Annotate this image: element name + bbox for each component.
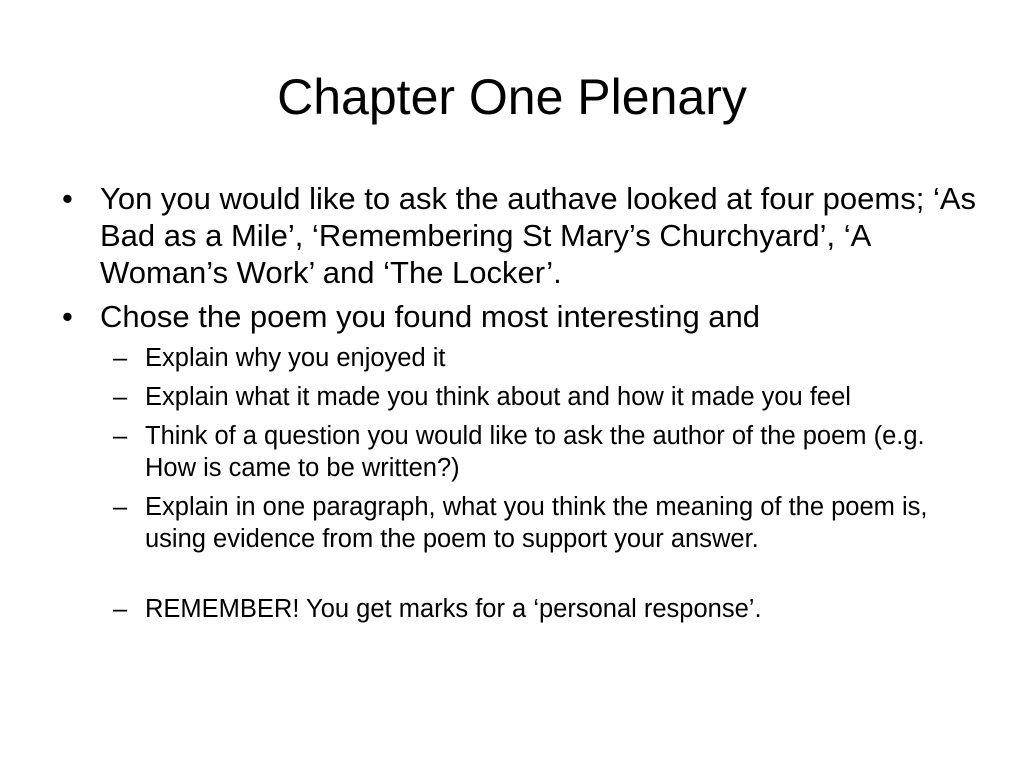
- sub-bullet-text: Explain what it made you think about and how it made you feel: [145, 383, 851, 411]
- dash-marker: –: [113, 344, 128, 372]
- dash-marker: –: [113, 493, 128, 521]
- bullet-text: Yon you would like to ask the authave looked at four poems; ‘As Bad as a Mile’, ‘Remembering St Mary’s Churchyard’, ‘A Woman’s Work’ and ‘The Locker’.: [100, 181, 977, 290]
- bullet-marker: •: [62, 181, 73, 216]
- bullet-item: [56, 180, 976, 291]
- sub-bullet-item: [56, 593, 976, 625]
- sub-bullet-item: [56, 342, 976, 374]
- slide-body: [56, 180, 976, 632]
- sub-bullet-text: Explain why you enjoyed it: [145, 344, 446, 372]
- bullet-marker: •: [62, 299, 73, 334]
- bullet-item: [56, 298, 976, 335]
- sub-bullet-item: [56, 420, 976, 484]
- slide-title: Chapter One Plenary: [277, 69, 747, 125]
- sub-bullet-text: Think of a question you would like to ask the author of the poem (e.g. How is came to be written?): [145, 422, 925, 482]
- dash-marker: –: [113, 595, 128, 623]
- sub-bullet-list: [56, 342, 976, 625]
- sub-bullet-item: [56, 491, 976, 555]
- sub-bullet-text: REMEMBER! You get marks for a ‘personal response’.: [145, 595, 762, 623]
- bullet-text: Chose the poem you found most interesting and: [100, 299, 761, 334]
- dash-marker: –: [113, 383, 128, 411]
- sub-bullet-item: [56, 381, 976, 413]
- sub-bullet-text: Explain in one paragraph, what you think the meaning of the poem is, using evidence from the poem to support your answer.: [145, 493, 928, 553]
- dash-marker: –: [113, 422, 128, 450]
